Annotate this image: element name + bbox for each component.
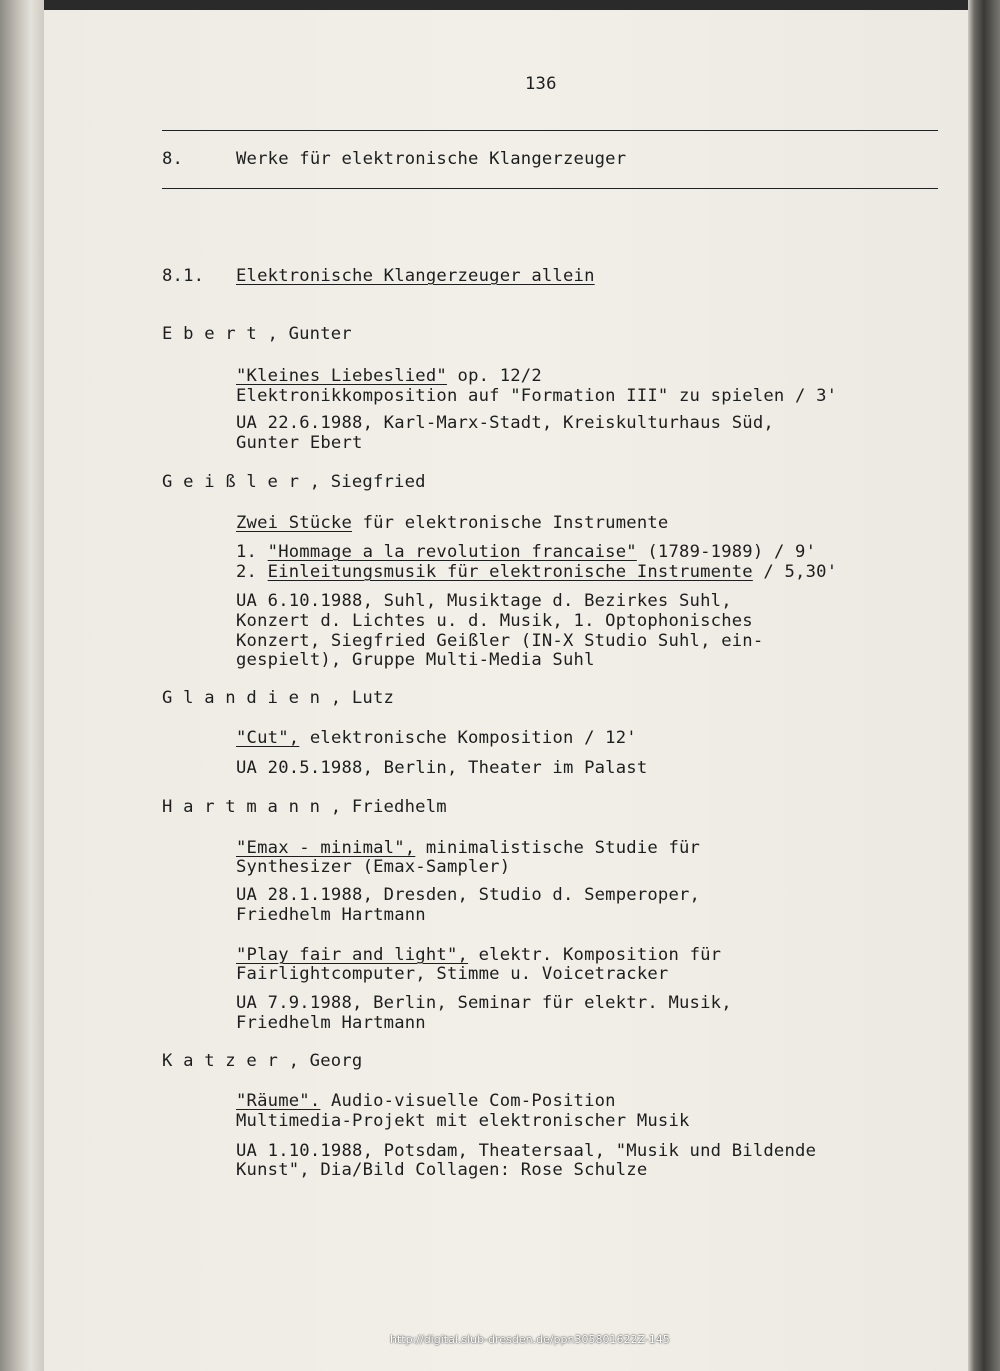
performance-geissler-4: gespielt), Gruppe Multi-Media Suhl	[236, 650, 595, 670]
item-detail: / 5,30'	[752, 562, 838, 582]
performance-geissler-2: Konzert d. Lichtes u. d. Musik, 1. Optophonisches	[236, 611, 753, 631]
work-title: "Emax - minimal",	[236, 838, 416, 858]
work-item-geissler-2	[236, 562, 837, 582]
performance-geissler-1: UA 6.10.1988, Suhl, Musiktage d. Bezirkes Suhl,	[236, 591, 732, 611]
work-line-glandien-1	[236, 728, 637, 748]
work-title: "Play fair and light",	[236, 945, 469, 965]
performance-katzer-1: UA 1.10.1988, Potsdam, Theatersaal, "Musik und Bildende	[236, 1141, 817, 1161]
performance-ebert-2: Gunter Ebert	[236, 433, 363, 453]
composer-name-geissler: G e i ß l e r , Siegfried	[162, 472, 426, 492]
item-number: 2.	[236, 562, 268, 582]
work-detail: Audio-visuelle Com-Position	[320, 1091, 616, 1111]
work-line-hartmann-1	[236, 838, 700, 858]
performance-hartmann-1: UA 28.1.1988, Dresden, Studio d. Semperoper,	[236, 885, 701, 905]
section-number: 8.	[162, 149, 184, 169]
work-title: "Räume".	[236, 1091, 321, 1111]
rule-bottom	[162, 188, 938, 189]
performance-katzer-2: Kunst", Dia/Bild Collagen: Rose Schulze	[236, 1160, 648, 1180]
performance-hartmann-3: UA 7.9.1988, Berlin, Seminar für elektr. Musik,	[236, 993, 732, 1013]
composer-name-glandien: G l a n d i e n , Lutz	[162, 688, 395, 708]
page-stack-edge	[0, 0, 44, 1371]
item-title: "Hommage a la revolution francaise"	[267, 542, 637, 562]
rule-top	[162, 130, 938, 131]
work-line-hartmann-4: Fairlightcomputer, Stimme u. Voicetracker	[236, 964, 669, 984]
scan-top-edge	[0, 0, 1000, 10]
composer-name-ebert: E b e r t , Gunter	[162, 324, 352, 344]
work-detail: op. 12/2	[446, 366, 542, 386]
performance-hartmann-2: Friedhelm Hartmann	[236, 905, 426, 925]
performance-hartmann-4: Friedhelm Hartmann	[236, 1013, 426, 1033]
item-number: 1.	[236, 542, 268, 562]
item-title: Einleitungsmusik für elektronische Instrumente	[267, 562, 753, 582]
work-detail: minimalistische Studie für	[415, 838, 701, 858]
composer-name-hartmann: H a r t m a n n , Friedhelm	[162, 797, 447, 817]
work-detail: für elektronische Instrumente	[352, 513, 669, 533]
work-line-hartmann-2: Synthesizer (Emax-Sampler)	[236, 857, 511, 877]
composer-name-katzer: K a t z e r , Georg	[162, 1051, 363, 1071]
item-detail: (1789-1989) / 9'	[636, 542, 817, 562]
performance-glandien-1: UA 20.5.1988, Berlin, Theater im Palast	[236, 758, 648, 778]
subsection-number: 8.1.	[162, 266, 205, 286]
work-title: Zwei Stücke	[236, 513, 353, 533]
work-title: "Kleines Liebeslied"	[236, 366, 447, 386]
work-detail: elektronische Komposition / 12'	[299, 728, 637, 748]
performance-ebert-1: UA 22.6.1988, Karl-Marx-Stadt, Kreiskulturhaus Süd,	[236, 413, 774, 433]
performance-geissler-3: Konzert, Siegfried Geißler (IN-X Studio Suhl, ein-	[236, 631, 764, 651]
page-number: 136	[525, 74, 557, 94]
subsection-title: Elektronische Klangerzeuger allein	[236, 266, 595, 286]
work-line-katzer-2: Multimedia-Projekt mit elektronischer Musik	[236, 1111, 690, 1131]
book-spine-shadow	[968, 0, 1000, 1371]
work-line-katzer-1	[236, 1091, 616, 1111]
source-url-watermark: http://digital.slub-dresden.de/ppn305801622Z-145	[390, 1333, 670, 1346]
work-line-ebert-1	[236, 366, 542, 386]
section-title: Werke für elektronische Klangerzeuger	[236, 149, 627, 169]
work-line-hartmann-3	[236, 945, 721, 965]
work-detail: elektr. Komposition für	[468, 945, 722, 965]
work-title: "Cut",	[236, 728, 300, 748]
work-line-ebert-2: Elektronikkomposition auf "Formation III" zu spielen / 3'	[236, 386, 838, 406]
work-line-geissler-1	[236, 513, 668, 533]
work-item-geissler-1	[236, 542, 816, 562]
